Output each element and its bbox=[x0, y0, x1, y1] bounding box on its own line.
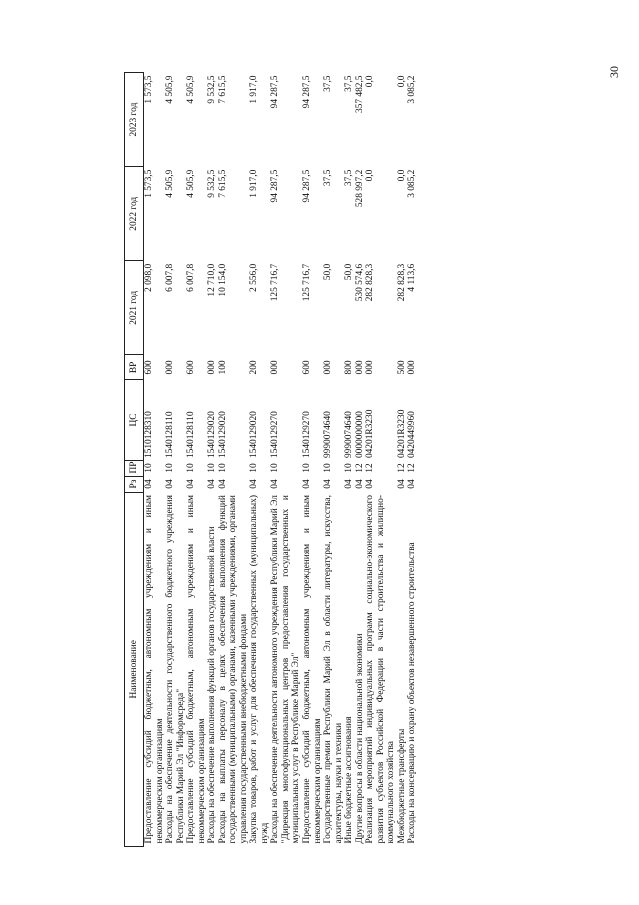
header-name: Наименование bbox=[125, 492, 144, 846]
row-2022: 4 505,9 bbox=[165, 169, 176, 198]
row-2021: 2 556,0 bbox=[249, 263, 260, 292]
row-2022: 1 573,5 bbox=[144, 169, 154, 198]
row-rz: 04 bbox=[354, 479, 365, 489]
row-pr: 10 bbox=[165, 463, 176, 473]
row-vr: 100 bbox=[217, 360, 228, 375]
table-row bbox=[302, 73, 323, 847]
row-2023: 37,5 bbox=[344, 75, 355, 92]
row-cs: 9990074640 bbox=[344, 411, 355, 459]
row-2023: 0,0 bbox=[396, 75, 407, 88]
row-cs: 1540129270 bbox=[270, 411, 281, 459]
row-2021: 530 574,6 bbox=[354, 263, 365, 302]
row-pr: 10 bbox=[217, 463, 228, 473]
row-pr: 10 bbox=[270, 463, 281, 473]
row-2021: 125 716,7 bbox=[270, 263, 281, 302]
row-2023: 3 085,2 bbox=[407, 75, 418, 104]
row-pr: 12 bbox=[407, 463, 418, 473]
row-vr: 000 bbox=[270, 360, 281, 375]
row-2022: 528 997,2 bbox=[354, 169, 365, 208]
row-vr: 600 bbox=[301, 360, 312, 375]
row-2021: 6 007,8 bbox=[165, 263, 176, 292]
row-vr: 000 bbox=[323, 360, 334, 375]
table-row bbox=[186, 73, 207, 847]
row-vr: 000 bbox=[407, 360, 418, 375]
row-rz: 04 bbox=[144, 479, 154, 489]
row-2023: 4 505,9 bbox=[186, 75, 197, 104]
row-2023: 9 532,5 bbox=[207, 75, 218, 104]
row-name: Расходы на консервацию и охрану объектов незавершенного строительства bbox=[407, 542, 418, 844]
row-2022: 94 287,5 bbox=[301, 169, 312, 203]
row-2021: 2 098,0 bbox=[144, 263, 154, 292]
row-name: Расходы на обеспечение деятельности автономного учреждения Республики Марий Эл "Дирекция многофункциональных центров предоставления государственных и муниципальных услуг в Республике Марий Эл" bbox=[270, 495, 302, 844]
row-rz: 04 bbox=[186, 479, 197, 489]
row-2023: 1 917,0 bbox=[249, 75, 260, 104]
row-vr: 000 bbox=[165, 360, 176, 375]
row-2023: 4 505,9 bbox=[165, 75, 176, 104]
row-vr: 200 bbox=[249, 360, 260, 375]
row-2023: 1 573,5 bbox=[144, 75, 154, 104]
row-rz: 04 bbox=[323, 479, 334, 489]
row-pr: 10 bbox=[249, 463, 260, 473]
table-row bbox=[207, 73, 218, 847]
row-pr: 12 bbox=[396, 463, 407, 473]
row-cs: 0420449960 bbox=[407, 411, 418, 459]
header-pr: ПР bbox=[125, 460, 144, 476]
header-cs: ЦС bbox=[125, 380, 144, 460]
row-name: Закупка товаров, работ и услуг для обеспечения государственных (муниципальных) нужд bbox=[249, 495, 270, 844]
row-2021: 4 113,6 bbox=[407, 263, 418, 292]
row-cs: 1540129020 bbox=[217, 411, 228, 459]
row-cs: 1540129020 bbox=[249, 411, 260, 459]
header-2021: 2021 год bbox=[125, 261, 144, 355]
row-name: Предоставление субсидий бюджетным, автономным учреждениям и иным некоммерческим организациям bbox=[144, 495, 165, 844]
row-rz: 04 bbox=[396, 479, 407, 489]
row-name: Государственные премии Республики Марий Эл в области литературы, искусства, архитектуры, науки и техники bbox=[323, 495, 344, 844]
table-row bbox=[344, 73, 355, 847]
row-pr: 10 bbox=[323, 463, 334, 473]
row-vr: 600 bbox=[186, 360, 197, 375]
row-rz: 04 bbox=[365, 479, 376, 489]
row-cs: 1510128310 bbox=[144, 411, 154, 459]
row-2022: 0,0 bbox=[365, 169, 376, 182]
row-2023: 0,0 bbox=[365, 75, 376, 88]
row-name: Расходы на обеспечение выполнения функций органов государственной власти bbox=[207, 526, 218, 844]
table-row bbox=[270, 73, 302, 847]
row-vr: 500 bbox=[396, 360, 407, 375]
table-row bbox=[218, 73, 250, 847]
row-2023: 7 615,5 bbox=[217, 75, 228, 104]
row-2023: 94 287,5 bbox=[301, 75, 312, 109]
row-2022: 9 532,5 bbox=[207, 169, 218, 198]
table-row bbox=[397, 73, 408, 847]
row-name: Расходы на выплаты персоналу в целях обеспечения выполнения функций государственными (муниципальными) органами, казенными учреждениями, органами управления государственными внебюджетными фондами bbox=[217, 495, 249, 844]
row-cs: 04201R3230 bbox=[365, 409, 376, 459]
row-pr: 12 bbox=[365, 463, 376, 473]
row-rz: 04 bbox=[217, 479, 228, 489]
row-name: Реализация мероприятий индивидуальных программ социально-экономического развития субъектов Российской Федерации в части строительства и жилищно-коммунального хозяйства bbox=[365, 495, 397, 844]
row-cs: 9990074640 bbox=[323, 411, 334, 459]
table-row bbox=[165, 73, 186, 847]
row-pr: 10 bbox=[186, 463, 197, 473]
row-pr: 10 bbox=[344, 463, 355, 473]
table-row bbox=[355, 73, 366, 847]
row-name: Расходы на обеспечение деятельности государственного бюджетного учреждения Республики Марий Эл "Информсреда" bbox=[165, 495, 186, 844]
row-rz: 04 bbox=[301, 479, 312, 489]
table-body bbox=[144, 73, 418, 847]
row-name: Иные бюджетные ассигнования bbox=[344, 716, 355, 844]
row-2021: 10 154,0 bbox=[217, 263, 228, 297]
header-rz: Рз bbox=[125, 476, 144, 492]
row-rz: 04 bbox=[165, 479, 176, 489]
row-rz: 04 bbox=[270, 479, 281, 489]
row-vr: 000 bbox=[354, 360, 365, 375]
table-header-row bbox=[125, 73, 144, 847]
budget-table bbox=[124, 72, 418, 847]
row-rz: 04 bbox=[207, 479, 218, 489]
row-vr: 000 bbox=[207, 360, 218, 375]
row-2022: 4 505,9 bbox=[186, 169, 197, 198]
row-rz: 04 bbox=[249, 479, 260, 489]
table-row bbox=[144, 73, 166, 847]
row-name: Другие вопросы в области национальной экономики bbox=[354, 633, 365, 844]
row-pr: 10 bbox=[207, 463, 218, 473]
row-2023: 37,5 bbox=[323, 75, 334, 92]
row-2023: 94 287,5 bbox=[270, 75, 281, 109]
row-vr: 600 bbox=[144, 360, 154, 375]
row-2021: 282 828,3 bbox=[396, 263, 407, 302]
row-2022: 0,0 bbox=[396, 169, 407, 182]
row-2021: 12 710,0 bbox=[207, 263, 218, 297]
row-2022: 37,5 bbox=[344, 169, 355, 187]
row-2021: 50,0 bbox=[323, 263, 334, 281]
row-2022: 3 085,2 bbox=[407, 169, 418, 198]
row-rz: 04 bbox=[344, 479, 355, 489]
row-rz: 04 bbox=[407, 479, 418, 489]
row-2022: 37,5 bbox=[323, 169, 334, 187]
row-name: Предоставление субсидий бюджетным, автономным учреждениям и иным некоммерческим организациям bbox=[186, 495, 207, 844]
row-cs: 1540129270 bbox=[301, 411, 312, 459]
row-2023: 357 482,5 bbox=[354, 75, 365, 113]
row-2021: 125 716,7 bbox=[301, 263, 312, 302]
row-2022: 7 615,5 bbox=[217, 169, 228, 198]
row-2021: 50,0 bbox=[344, 263, 355, 281]
header-2023: 2023 год bbox=[125, 73, 144, 167]
row-cs: 1540128110 bbox=[165, 411, 176, 459]
row-vr: 000 bbox=[365, 360, 376, 375]
rotated-table-container bbox=[124, 72, 522, 847]
row-2022: 1 917,0 bbox=[249, 169, 260, 198]
row-cs: 04201R3230 bbox=[396, 409, 407, 459]
row-name: Предоставление субсидий бюджетным, автономным учреждениям и иным некоммерческим организациям bbox=[301, 495, 323, 844]
row-name: Межбюджетные трансферты bbox=[396, 728, 407, 844]
row-2022: 94 287,5 bbox=[270, 169, 281, 203]
header-2022: 2022 год bbox=[125, 167, 144, 261]
row-2021: 6 007,8 bbox=[186, 263, 197, 292]
row-pr: 10 bbox=[144, 463, 154, 473]
table-row bbox=[365, 73, 397, 847]
table-row bbox=[323, 73, 344, 847]
row-cs: 1540129020 bbox=[207, 411, 218, 459]
row-vr: 800 bbox=[344, 360, 355, 375]
table-row bbox=[407, 73, 418, 847]
header-vr: ВР bbox=[125, 355, 144, 380]
page-number: 30 bbox=[607, 66, 621, 78]
row-cs: 1540128110 bbox=[186, 411, 197, 459]
row-2021: 282 828,3 bbox=[365, 263, 376, 302]
row-pr: 12 bbox=[354, 463, 365, 473]
row-cs: 0000000000 bbox=[354, 411, 365, 459]
row-pr: 10 bbox=[301, 463, 312, 473]
table-row bbox=[249, 73, 270, 847]
